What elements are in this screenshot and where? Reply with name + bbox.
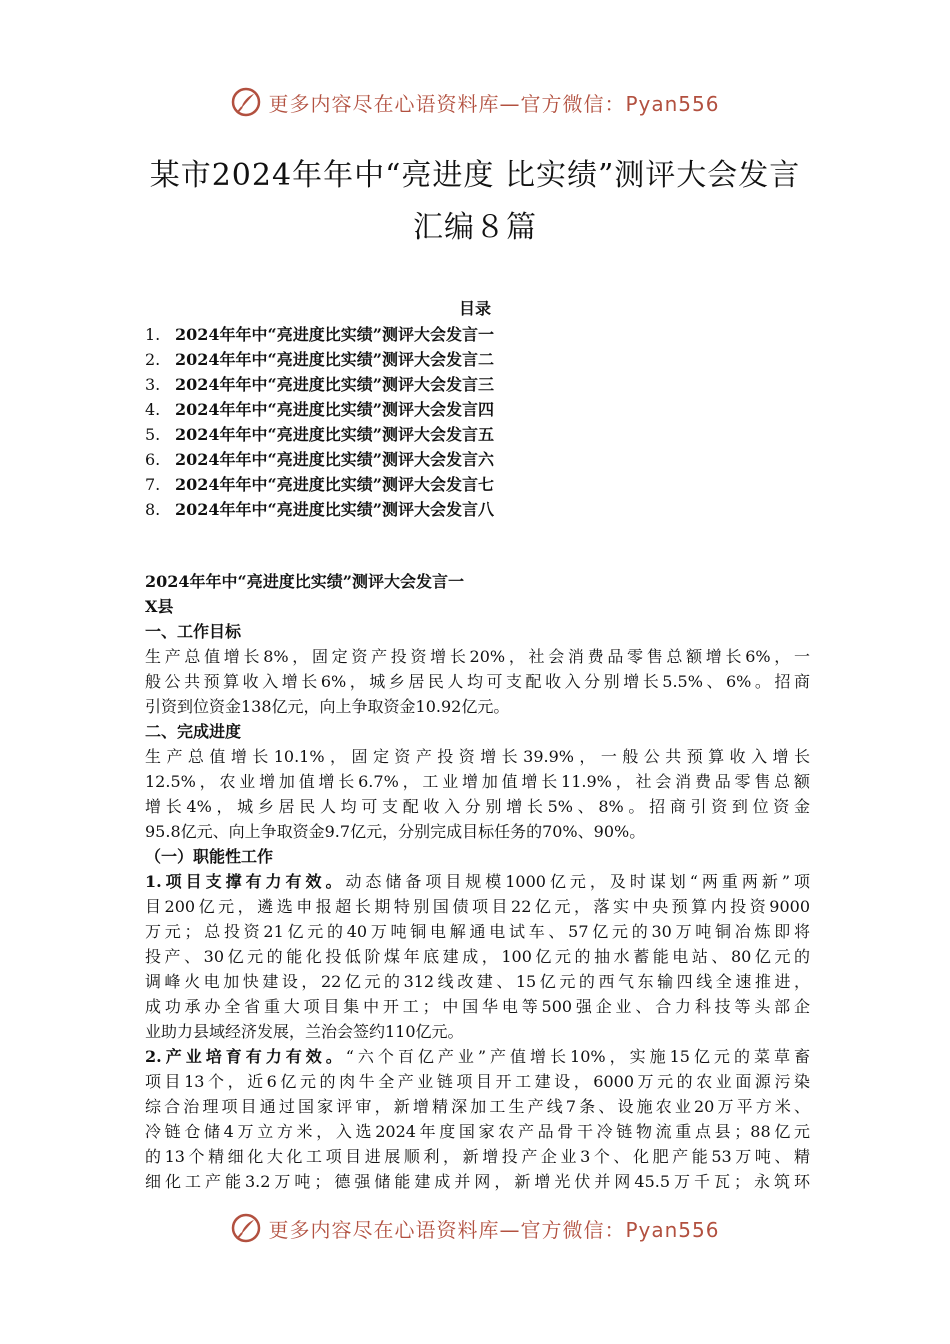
paragraph-line: 生产总值增长8%，固定资产投资增长20%，社会消费品零售总额增长6%，一 [145,647,810,666]
paragraph-line: 调峰火电加快建设，22亿元的312线改建、15亿元的西气东输四线全速推进， [145,972,810,991]
item-text: 动态储备项目规模1000亿元，及时谋划“两重两新”项 [345,872,810,891]
toc-item-text: 2024年年中“亮进度比实绩”测评大会发言六 [175,450,494,469]
feather-logo-icon [230,86,262,118]
toc-item-text: 2024年年中“亮进度比实绩”测评大会发言七 [175,475,494,494]
paragraph-line: 目200亿元，遴选申报超长期特别国债项目22亿元，落实中央预算内投资9000 [145,897,810,916]
toc-item[interactable] [145,322,845,347]
paragraph-line: 综合治理项目通过国家评审，新增精深加工生产线7条、设施农业20万平方米、 [145,1097,810,1116]
paragraph-line: 冷链仓储4万立方米，入选2024年度国家农产品骨干冷链物流重点县；88亿元 [145,1122,810,1141]
toc-item-text: 2024年年中“亮进度比实绩”测评大会发言八 [175,500,494,519]
toc-item-text: 2024年年中“亮进度比实绩”测评大会发言一 [175,325,494,344]
footer-watermark-banner [0,1210,950,1246]
paragraph-line: 项目13个，近6亿元的肉牛全产业链项目开工建设，6000万元的农业面源污染 [145,1072,810,1091]
paragraph-line: 95.8亿元、向上争取资金9.7亿元，分别完成目标任务的70%、90%。 [145,822,646,841]
paragraph-line: 万元；总投资21亿元的40万吨铜电解通电试车、57亿元的30万吨铜冶炼即将 [145,922,810,941]
article-county: X县 [145,597,174,616]
toc-item[interactable] [145,447,845,472]
subsection-heading: （一）职能性工作 [145,847,274,866]
watermark-text: 更多内容尽在心语资料库—官方微信：Pyan556 [268,91,720,116]
toc-item-number: 5. [145,425,161,444]
paragraph-line: 的13个精细化大化工项目进展顺利，新增投产企业3个、化肥产能53万吨、精 [145,1147,810,1166]
paragraph-line: 般公共预算收入增长6%，城乡居民人均可支配收入分别增长5.5%、6%。招商 [145,672,810,691]
toc-item-number: 1. [145,325,161,344]
paragraph-line: 增长4%，城乡居民人均可支配收入分别增长5%、8%。招商引资到位资金 [145,797,810,816]
article-title: 2024年年中“亮进度比实绩”测评大会发言一 [145,572,464,591]
toc-item[interactable] [145,422,845,447]
paragraph-line: 细化工产能3.2万吨；德强储能建成并网，新增光伏并网45.5万千瓦；永筑环 [145,1172,810,1191]
paragraph-line: 业助力县域经济发展，兰治会签约110亿元。 [145,1022,464,1041]
toc-item-number: 6. [145,450,161,469]
toc-item[interactable] [145,397,845,422]
toc-item-number: 8. [145,500,161,519]
toc-heading: 目录 [458,299,491,318]
watermark-text: 更多内容尽在心语资料库—官方微信：Pyan556 [268,1217,720,1242]
toc-item[interactable] [145,347,845,372]
paragraph-line [145,869,810,894]
toc-item[interactable] [145,472,845,497]
paragraph-line: 引资到位资金138亿元，向上争取资金10.92亿元。 [145,697,510,716]
paragraph-line: 成功承办全省重大项目集中开工；中国华电等500强企业、合力科技等头部企 [145,997,810,1016]
item-text: “六个百亿产业”产值增长10%，实施15亿元的菜草畜 [345,1047,810,1066]
section-heading: 一、工作目标 [145,622,242,641]
paragraph-line: 生产总值增长10.1%，固定资产投资增长39.9%，一般公共预算收入增长 [145,747,810,766]
paragraph-line: 12.5%，农业增加值增长6.7%，工业增加值增长11.9%，社会消费品零售总额 [145,772,810,791]
toc-item[interactable] [145,372,845,397]
document-title-line-1: 某市2024年年中“亮进度 比实绩”测评大会发言 [149,158,801,193]
item-lead: 1.项目支撑有力有效。 [145,872,346,891]
item-lead: 2.产业培育有力有效。 [145,1047,346,1066]
toc-item-number: 7. [145,475,161,494]
toc-item-text: 2024年年中“亮进度比实绩”测评大会发言五 [175,425,494,444]
table-of-contents [145,322,845,522]
document-title-line-2: 汇编８篇 [413,210,537,245]
toc-item-number: 2. [145,350,161,369]
toc-item-number: 3. [145,375,161,394]
toc-item-number: 4. [145,400,161,419]
toc-item-text: 2024年年中“亮进度比实绩”测评大会发言二 [175,350,494,369]
article-body [145,569,810,1194]
toc-item[interactable] [145,497,845,522]
paragraph-line: 投产、30亿元的能化投低阶煤年底建成，100亿元的抽水蓄能电站、80亿元的 [145,947,810,966]
header-watermark-banner [0,84,950,120]
toc-item-text: 2024年年中“亮进度比实绩”测评大会发言三 [175,375,494,394]
paragraph-line [145,1044,810,1069]
section-heading: 二、完成进度 [145,722,242,741]
feather-logo-icon [230,1212,262,1244]
toc-item-text: 2024年年中“亮进度比实绩”测评大会发言四 [175,400,494,419]
